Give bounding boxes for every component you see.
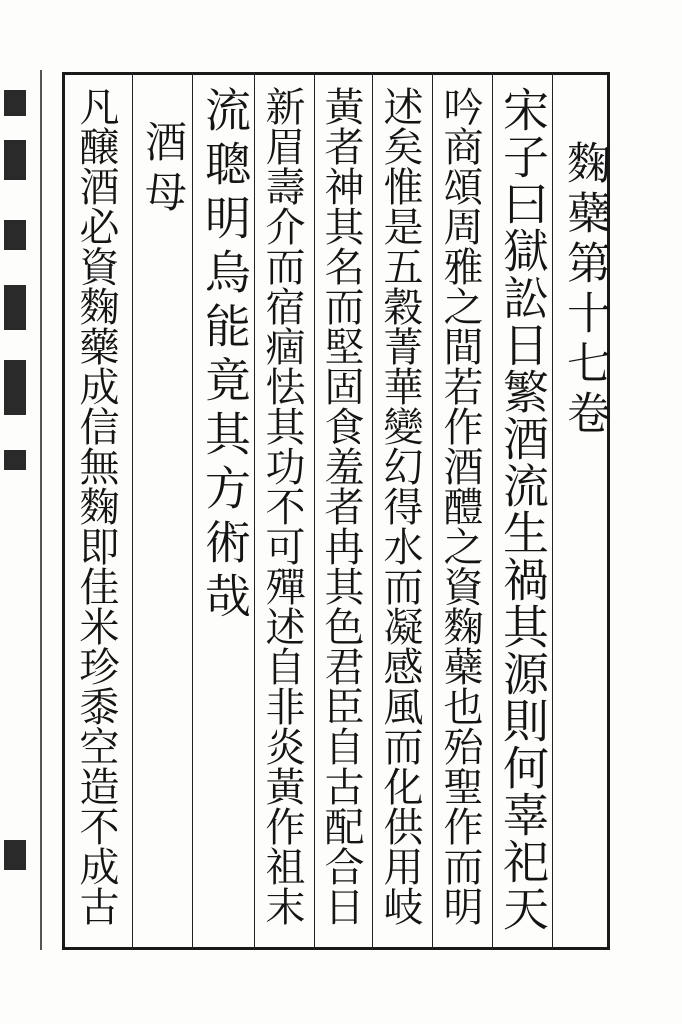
column-rule — [492, 72, 493, 950]
column-rule — [254, 72, 255, 950]
text-column-4: 黃者神其名而堅固食羞者冉其色君臣自古配合日 — [318, 86, 364, 926]
text-column-2: 吟商頌周雅之間若作酒醴之資麴蘗也殆聖作而明 — [437, 86, 483, 926]
section-heading: 酒母 — [139, 120, 188, 220]
column-rule — [372, 72, 373, 950]
facing-page-edge — [0, 70, 40, 950]
text-column-1: 宋子曰獄訟日繁酒流生禍其源則何辜祀天 — [496, 86, 550, 932]
column-rule — [552, 72, 553, 950]
text-column-3: 述矣惟是五穀菁華變幻得水而凝感風而化供用岐 — [377, 86, 423, 926]
scan-edge — [40, 70, 42, 950]
text-column-5: 新眉壽介而宿痼怯其功不可殫述自非炎黃作祖末 — [259, 86, 305, 926]
column-rule — [132, 72, 133, 950]
text-column-6: 流聰明烏能竟其方術哉 — [198, 86, 252, 626]
body-text-column: 凡醸酒必資麴藥成信無麴即佳米珍黍空造不成古 — [73, 86, 119, 926]
column-rule — [192, 72, 193, 950]
chapter-title: 麴蘗第十七卷 — [559, 140, 610, 440]
column-rule — [314, 72, 315, 950]
column-rule — [432, 72, 433, 950]
